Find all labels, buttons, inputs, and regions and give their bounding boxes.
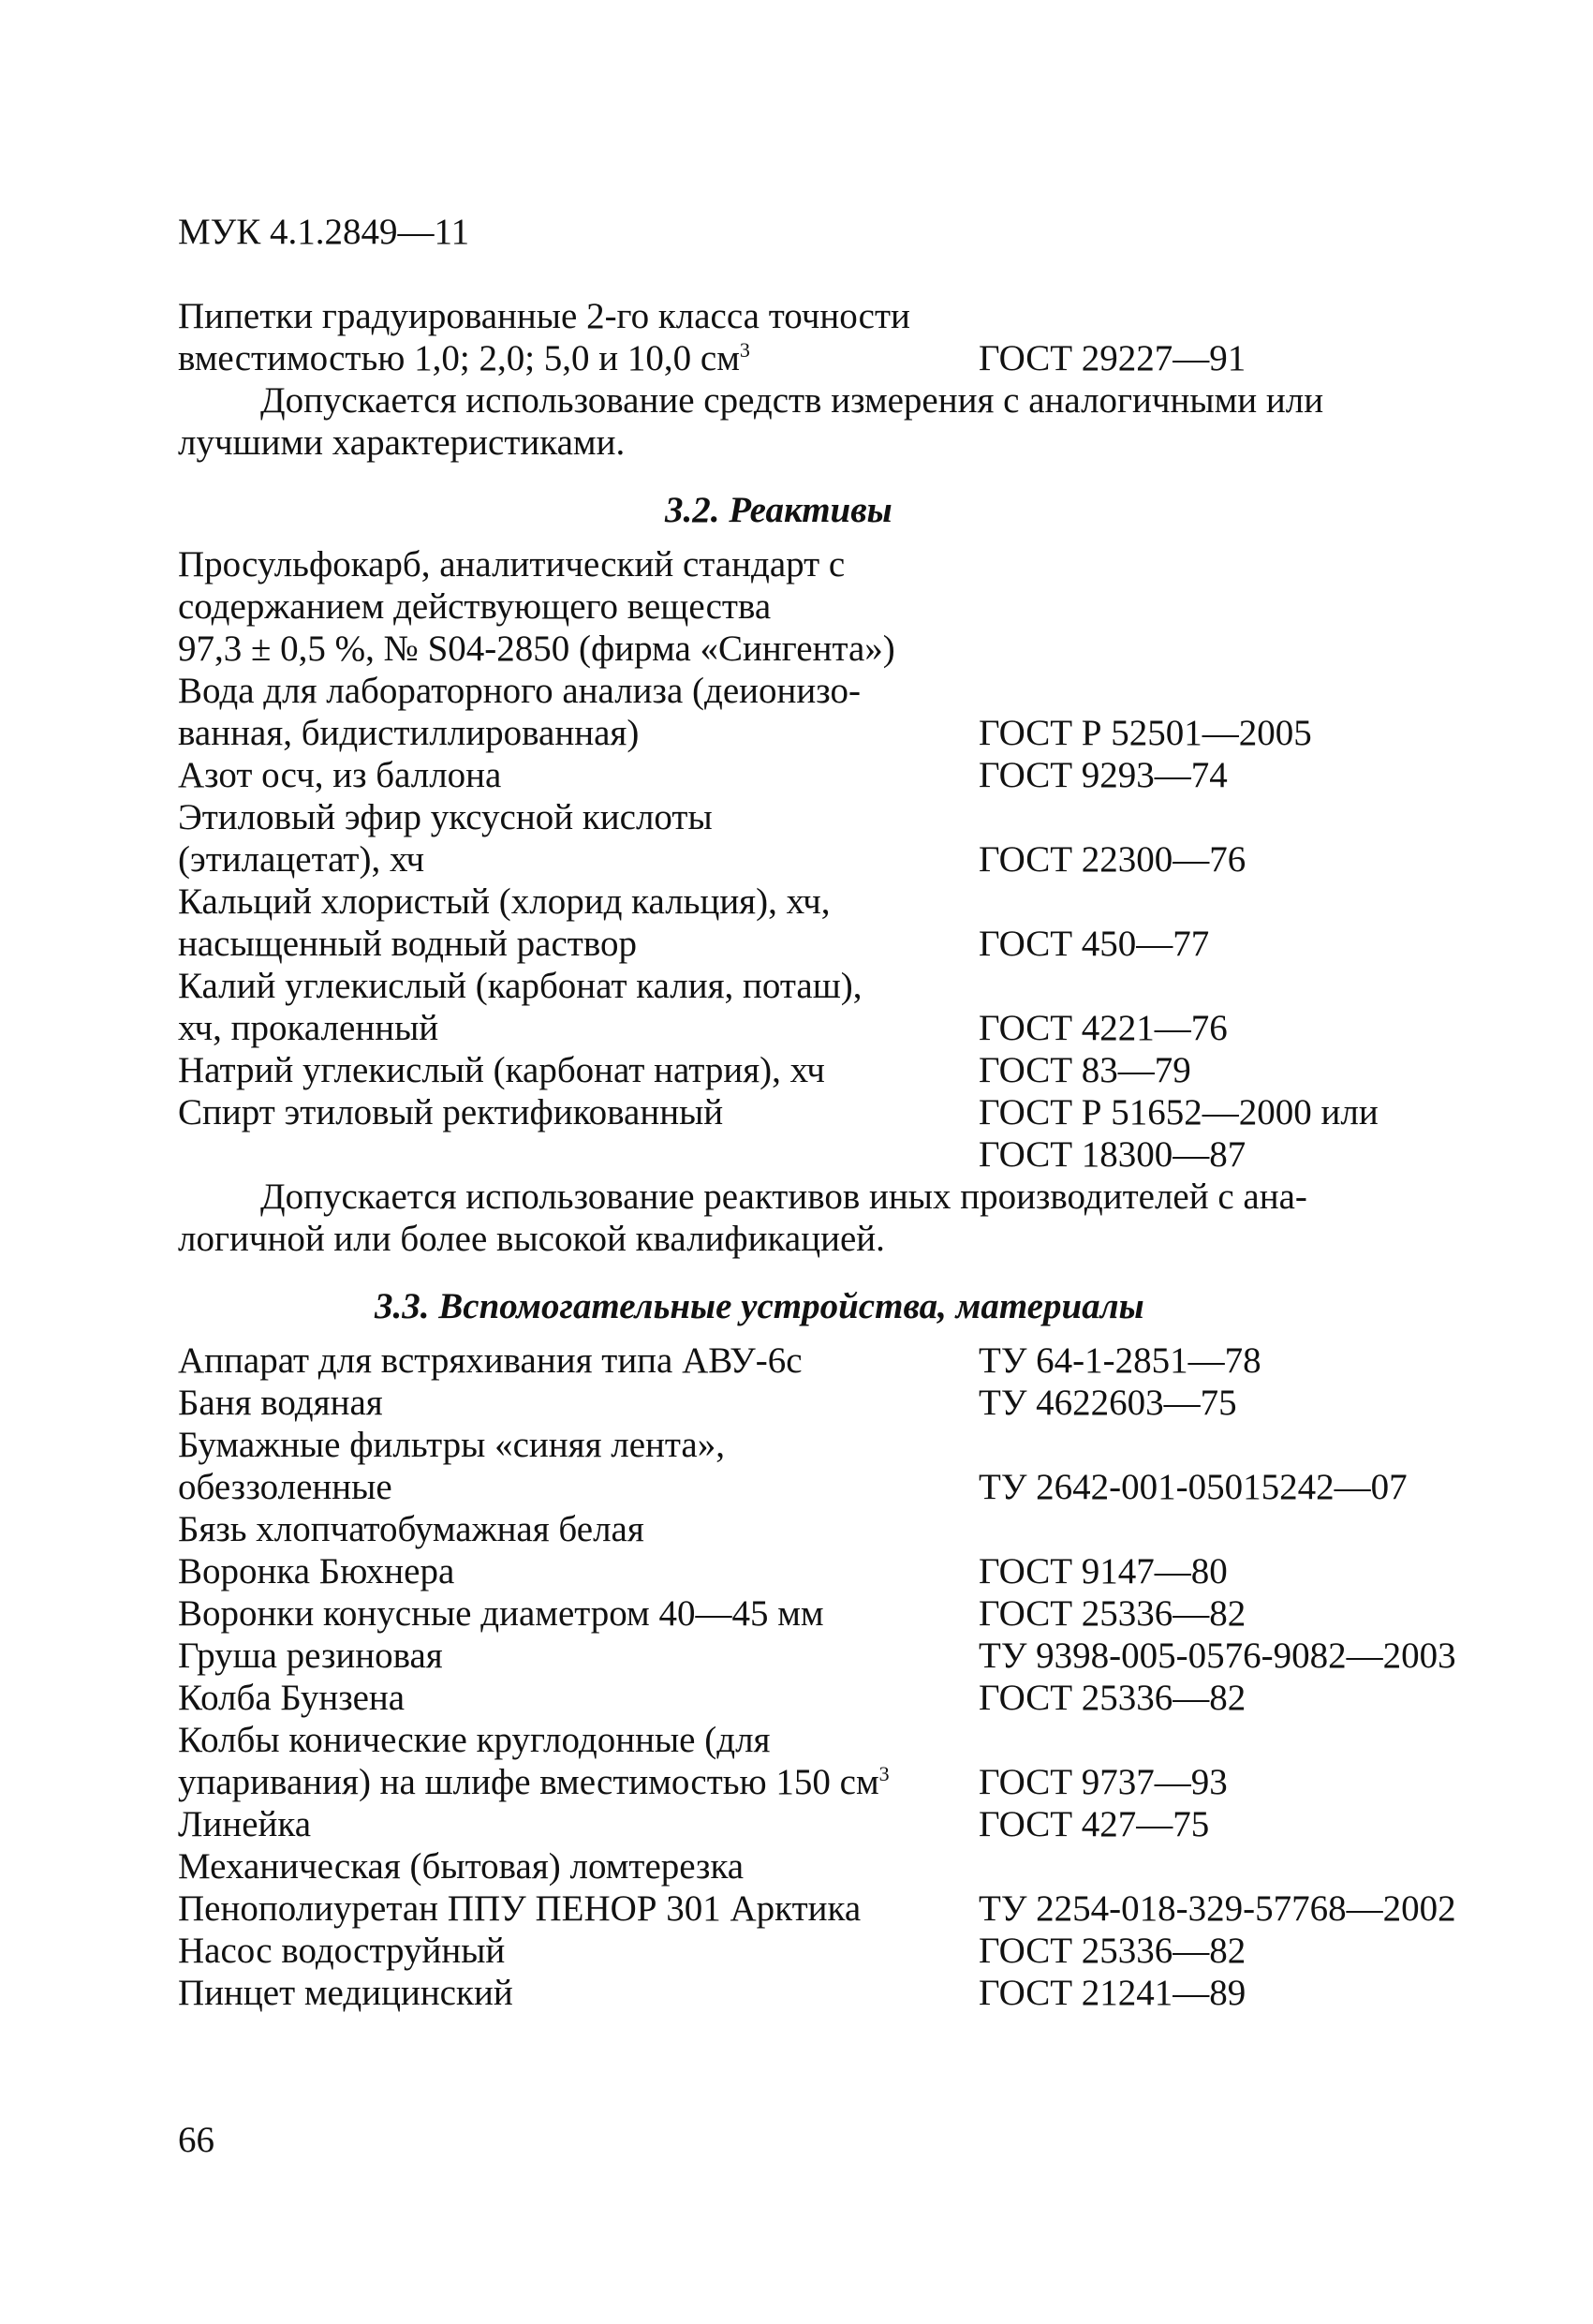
list-item-text: упаривания) на шлифе вместимостью 150 $см^3$ xyxy=(178,1762,890,1802)
pipettes-line-2: вместимостью 1,0; 2,0; 5,0 и 10,0 $см^3$ xyxy=(178,338,750,378)
list-item-text: Пинцет медицинский xyxy=(178,1973,513,2013)
measurement-note-line-2: лучшими характеристиками. xyxy=(178,422,626,463)
list-item-text: Натрий углекислый (карбонат натрия), хч xyxy=(178,1050,825,1090)
standard-code: ТУ 9398-005-0576-9082—2003 xyxy=(979,1636,1456,1676)
list-item-text: 97,3 ± 0,5 %, № S04-2850 (фирма «Сингента») xyxy=(178,629,895,669)
list-item-text: Насос водоструйный xyxy=(178,1931,506,1971)
standard-code: ГОСТ 9737—93 xyxy=(979,1762,1228,1802)
list-item-text: Груша резиновая xyxy=(178,1636,443,1676)
list-item-text: Этиловый эфир уксусной кислоты xyxy=(178,797,713,837)
list-item-text: Кальций хлористый (хлорид кальция), хч, xyxy=(178,881,831,922)
list-item-text: Спирт этиловый ректификованный xyxy=(178,1092,724,1132)
measurement-note-line-1: Допускается использование средств измерения с аналогичными или xyxy=(260,380,1324,421)
list-item-text: Бязь хлопчатобумажная белая xyxy=(178,1509,644,1549)
standard-code: ГОСТ 25336—82 xyxy=(979,1931,1246,1971)
list-item-text: ванная, бидистиллированная) xyxy=(178,713,640,753)
standard-code: ГОСТ 450—77 xyxy=(979,924,1210,964)
standard-code: ТУ 4622603—75 xyxy=(979,1383,1237,1423)
list-item-text: Бумажные фильтры «синяя лента», xyxy=(178,1425,725,1465)
standard-code: ГОСТ Р 52501—2005 xyxy=(979,713,1312,753)
standard-code: ГОСТ 21241—89 xyxy=(979,1973,1246,2013)
standard-code: ГОСТ 9293—74 xyxy=(979,755,1228,795)
list-item-text: Просульфокарб, аналитический стандарт с xyxy=(178,544,846,585)
list-item-text: Аппарат для встряхивания типа АВУ-6с xyxy=(178,1340,803,1381)
standard-code: ТУ 2642-001-05015242—07 xyxy=(979,1467,1408,1507)
reagents-note-line-1: Допускается использование реактивов иных производителей с ана- xyxy=(260,1177,1307,1217)
pipettes-standard-code: ГОСТ 29227—91 xyxy=(979,338,1246,378)
standard-code: ГОСТ 83—79 xyxy=(979,1050,1191,1090)
standard-code: ГОСТ 25336—82 xyxy=(979,1678,1246,1718)
section-title-reagents: 3.2. Реактивы xyxy=(665,490,892,530)
list-item-text: Колба Бунзена xyxy=(178,1678,406,1718)
standard-code: ГОСТ 4221—76 xyxy=(979,1008,1228,1048)
list-item-text: Воронки конусные диаметром 40—45 мм xyxy=(178,1593,824,1634)
reagents-note-line-2: логичной или более высокой квалификацией. xyxy=(178,1219,885,1259)
list-item-text: Азот осч, из баллона xyxy=(178,755,502,795)
standard-code: ГОСТ 18300—87 xyxy=(979,1134,1246,1175)
standard-code: ГОСТ 22300—76 xyxy=(979,839,1246,880)
document-code-header: МУК 4.1.2849—11 xyxy=(178,212,470,252)
list-item-text: обеззоленные xyxy=(178,1467,392,1507)
list-item-text: Калий углекислый (карбонат калия, поташ), xyxy=(178,966,863,1006)
list-item-text: (этилацетат), хч xyxy=(178,839,425,880)
superscript-3: 3 xyxy=(878,1762,890,1785)
standard-code: ГОСТ 25336—82 xyxy=(979,1593,1246,1634)
list-item-text: Колбы конические круглодонные (для xyxy=(178,1720,771,1760)
standard-code: ТУ 64-1-2851—78 xyxy=(979,1340,1261,1381)
standard-code: ГОСТ 427—75 xyxy=(979,1804,1210,1844)
pipettes-line-1: Пипетки градуированные 2-го класса точности xyxy=(178,296,910,336)
list-item-text: насыщенный водный раствор xyxy=(178,924,637,964)
standard-code: ГОСТ 9147—80 xyxy=(979,1551,1228,1591)
list-item-text: Линейка xyxy=(178,1804,312,1844)
list-item-text: хч, прокаленный xyxy=(178,1008,439,1048)
list-item-text: содержанием действующего вещества xyxy=(178,586,772,627)
list-item-text: Баня водяная xyxy=(178,1383,383,1423)
page-number: 66 xyxy=(178,2120,214,2160)
list-item-text: Механическая (бытовая) ломтерезка xyxy=(178,1846,745,1887)
list-item-text: Воронка Бюхнера xyxy=(178,1551,455,1591)
standard-code: ГОСТ Р 51652—2000 или xyxy=(979,1092,1379,1132)
superscript-3: 3 xyxy=(739,338,750,362)
standard-code: ТУ 2254-018-329-57768—2002 xyxy=(979,1888,1456,1929)
section-title-materials: 3.3. Вспомогательные устройства, материалы xyxy=(375,1286,1144,1326)
list-item-text: Пенополиуретан ППУ ПЕНОР 301 Арктика xyxy=(178,1888,862,1929)
list-item-text: Вода для лабораторного анализа (деионизо- xyxy=(178,671,861,711)
